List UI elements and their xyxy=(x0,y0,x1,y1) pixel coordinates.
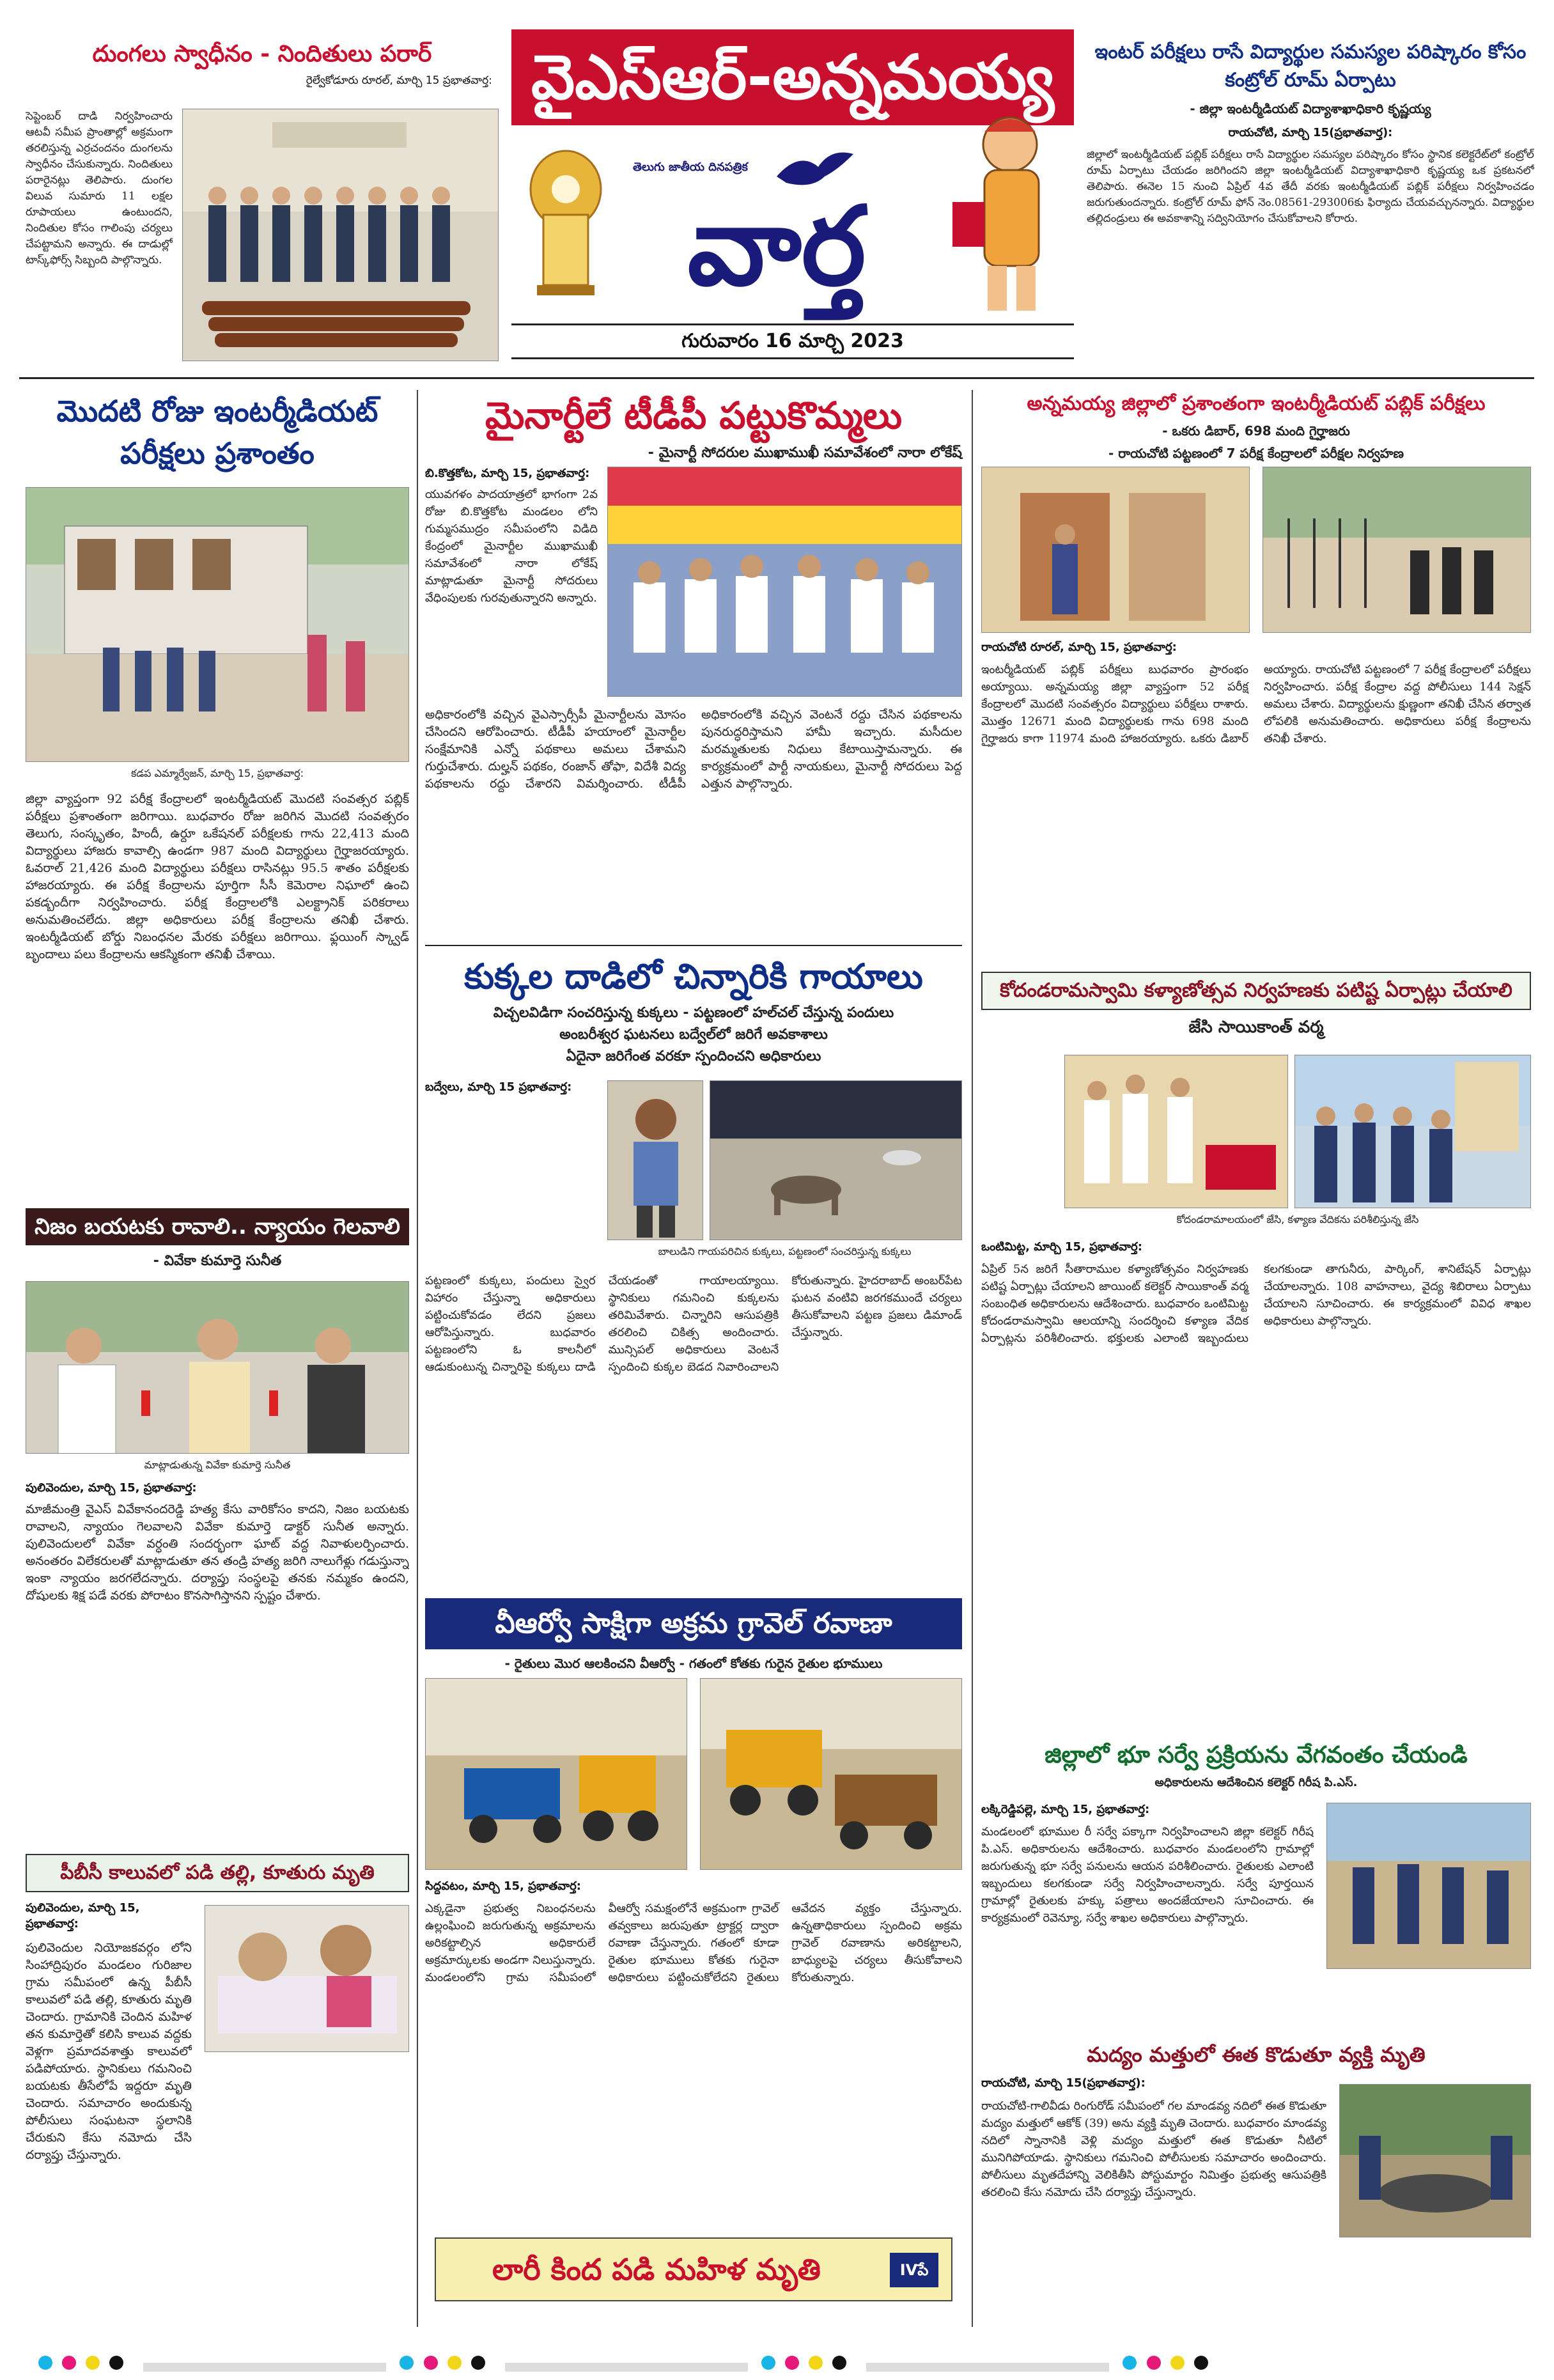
pbc-dateline: పులివెందుల, మార్చి 15, ప్రభాతవార్త: xyxy=(26,1901,140,1931)
tdp-body: అధికారంలోకి వచ్చిన వైఎస్సార్సీపీ మైనార్టీలను మోసం చేసిందని ఆరోపించారు. టీడీపీ హయాంలో మైనార్టీల సంక్షేమానికి ఎన్నో పథకాలు అమలు చేశామని గుర్తుచేశారు. దుల్హన్ పథకం, రంజాన్ తోఫా, విదేశీ విద్య పథకాలను రద్దు చేశారని విమర్శించారు. టీడీపీ అధికారంలోకి వచ్చిన వెంటనే రద్దు చేసిన పథకాలను పునరుద్ధరిస్తామని హామీ ఇచ్చారు. మసీదుల మరమ్మతులకు నిధులు కేటాయిస్తామన్నారు. ఈ కార్యక్రమంలో పార్టీ నాయకులు, మైనార్టీ సోదరులు పెద్ద ఎత్తున పాల్గొన్నారు. xyxy=(425,708,962,791)
tdp-byline: - మైనార్టీ సోదరుల ముఖాముఖీ సమావేశంలో నారా లోకేష్ xyxy=(648,445,962,461)
sunitha-headline-box xyxy=(26,1208,409,1245)
top-right-story xyxy=(1087,38,1534,371)
magenta-dot xyxy=(62,2356,76,2370)
kodanda-headline-box xyxy=(981,972,1531,1010)
center-divider-1 xyxy=(425,945,962,946)
top-left-story xyxy=(26,38,499,371)
drunk-body: రాయచోటి-గాలివీడు రింగురోడ్ సమీపంలో గల మాండవ్య నదిలో ఈత కొడుతూ మద్యం మత్తులో ఆకోక్ (39) అను వ్యక్తి మృతి చెందారు. బుధవారం మాండవ్య నదిలో స్నానానికి వెళ్లి మద్యం మత్తులో ఈత కొడుతూ నీటిలో మునిగిపోయాడు. స్థానికులు గమనించి పోలీసులకు సమాచారం అందించారు. పోలీసులు మృతదేహాన్ని వెలికితీసి పోస్టుమార్టం నిమిత్తం ప్రభుత్వ ఆసుపత్రికి తరలించి కేసు నమోదు చేసి దర్యాప్తు చేస్తున్నారు. xyxy=(981,2099,1326,2199)
lorry-badge: IVపే xyxy=(890,2253,938,2287)
dogs-caption: బాలుడిని గాయపరిచిన కుక్కలు, పట్టణంలో సంచరిస్తున్న కుక్కలు xyxy=(658,1245,912,1257)
grey-bar xyxy=(866,2363,1109,2372)
sunitha-caption: మాట్లాడుతున్న వివేకా కుమార్తె సునీత xyxy=(144,1459,291,1471)
black-dot xyxy=(832,2356,846,2370)
exams-right-headline: అన్నమయ్య జిల్లాలో ప్రశాంతంగా ఇంటర్మీడియట్ పబ్లిక్ పరీక్షలు xyxy=(1027,393,1486,415)
kodanda-byline: జేసి సాయికాంత్ వర్మ xyxy=(1188,1018,1324,1037)
top-right-byline: - జిల్లా ఇంటర్మీడియట్ విద్యాశాఖాధికారి కృష్ణయ్య xyxy=(1190,101,1431,116)
gravel-photo-1 xyxy=(425,1678,687,1870)
story-intermediate-first-day xyxy=(26,390,409,1208)
sunitha-body: మాజీమంత్రి వైఎస్ వివేకానందరెడ్డి హత్య కేసు వారికోసం కాదని, నిజం బయటకు రావాలని, న్యాయం గెలవాలని వివేకా కుమార్తె డాక్టర్ సునీత అన్నారు. పులివెందులలో వివేకా వర్ధంతి సందర్భంగా ఘాట్ వద్ద నివాళులర్పించారు. అనంతరం విలేకరులతో మాట్లాడుతూ తన తండ్రి హత్య జరిగి నాలుగేళ్లు గడుస్తున్నా ఇంకా న్యాయం జరగలేదన్నారు. దర్యాప్తు సంస్థలపై తనకు నమ్మకం ఉందని, దోషులకు శిక్ష పడే వరకు పోరాటం కొనసాగిస్తానని స్పష్టం చేశారు. xyxy=(26,1502,409,1603)
top-left-headline: దుంగలు స్వాధీనం - నిందితులు పరార్ xyxy=(92,41,432,67)
column-rule-left xyxy=(417,390,418,2327)
dogs-sub3: ఏదైనా జరిగేంత వరకూ స్పందించని అధికారులు xyxy=(566,1048,821,1064)
story1-body: జిల్లా వ్యాప్తంగా 92 పరీక్ష కేంద్రాలలో ఇంటర్మీడియట్ మొదటి సంవత్సర పబ్లిక్ పరీక్షలు ప్రశాంతంగా జరిగాయి. బుధవారం రోజు జరిగిన మొదటి సంవత్సరం తెలుగు, సంస్కృతం, హిందీ, ఉర్దూ ఒకేషనల్ పరీక్షలకు గాను 22,413 మంది విద్యార్థులు హాజరు కావాల్సి ఉండగా 987 మంది విద్యార్థులు గైర్హాజరయ్యారు. ఓవరాల్ 21,426 మంది విద్యార్థులు పరీక్షలు రాసినట్లు 95.5 శాతం పరీక్షలకు హాజరయ్యారు. ఈ పరీక్ష కేంద్రాలను పూర్తిగా సీసీ కెమెరాల నిఘాలో ఉంచి పకడ్బందీగా నిర్వహించారు. పరీక్ష కేంద్రాలలోకి ఎలక్ట్రానిక్ పరికరాలు అనుమతించలేదు. జిల్లా అధికారులు పరీక్ష కేంద్రాలను తనిఖీ చేశారు. ఇంటర్మీడియట్ బోర్డు నిబంధనల మేరకు పరీక్షలు జరిగాయి. ఫ్లయింగ్ స్క్వాడ్ బృందాలు పలు కేంద్రాలను ఆకస్మికంగా తనిఖీ చేశాయి. xyxy=(26,792,409,961)
story-kodandarama xyxy=(981,972,1531,1732)
pbc-headline-box xyxy=(26,1854,409,1892)
registration-strip xyxy=(38,2356,1521,2372)
kodanda-headline: కోదండరామస్వామి కళ్యాణోత్సవ నిర్వహణకు పటిష్ట ఏర్పాట్లు చేయాలి xyxy=(1000,979,1512,1002)
magenta-dot xyxy=(1147,2356,1161,2370)
gravel-dateline: సిద్దవటం, మార్చి 15, ప్రభాతవార్త: xyxy=(425,1879,581,1893)
dogs-photo-child xyxy=(607,1080,703,1240)
tdp-headline: మైనార్టీలే టీడీపీ పట్టుకొమ్మలు xyxy=(485,394,903,437)
survey-body: మండలంలో భూముల రీ సర్వే పక్కాగా నిర్వహించాలని జిల్లా కలెక్టర్ గిరీష పి.ఎస్. అధికారులను ఆదేశించారు. బుధవారం మండలంలోని గ్రామాల్లో జరుగుతున్న భూ సర్వే పనులను ఆయన పరిశీలించారు. రైతులకు ఎలాంటి ఇబ్బందులు కలగకుండా సర్వే నిర్వహించాలన్నారు. సర్వే పూర్తయిన గ్రామాల్లో రైతులకు హక్కు పత్రాలు అందజేయాలని సూచించారు. ఈ కార్యక్రమంలో రెవెన్యూ, సర్వే శాఖల అధికారులు పాల్గొన్నారు. xyxy=(981,1825,1314,1925)
sunitha-headline: నిజం బయటకు రావాలి.. న్యాయం గెలవాలి xyxy=(35,1214,400,1240)
magenta-dot xyxy=(424,2356,438,2370)
cyan-dot xyxy=(761,2356,775,2370)
story-gravel xyxy=(425,1598,962,2231)
survey-photo xyxy=(1326,1803,1531,1969)
date-strip xyxy=(511,323,1074,359)
sunitha-dateline: పులివెందుల, మార్చి 15, ప్రభాతవార్త: xyxy=(26,1481,197,1495)
gravel-byline: - రైతులు మొర ఆలకించని వీఆర్వో - గతంలో కోతకు గురైన రైతుల భూములు xyxy=(504,1656,883,1671)
annamayya-illustration xyxy=(940,106,1074,317)
yellow-dot xyxy=(447,2356,462,2370)
tdp-body-left: యువగళం పాదయాత్రలో భాగంగా 2వ రోజు బి.కొత్తకోట మండలం లోని గుమ్మసముద్రం సమీపంలోని విడిది కేంద్రంలో మైనార్టీల ముఖాముఖీ సమావేశంలో నారా లోకేష్ మాట్లాడుతూ మైనార్టీ సోదరులు వేధింపులకు గురవుతున్నారని అన్నారు. xyxy=(425,488,598,605)
grey-bar xyxy=(505,2363,748,2372)
dogs-headline: కుక్కల దాడిలో చిన్నారికి గాయాలు xyxy=(464,956,923,997)
dogs-photo-street xyxy=(710,1080,962,1240)
gravel-headline: వీఆర్వో సాక్షిగా అక్రమ గ్రావెల్ రవాణా xyxy=(495,1607,892,1640)
bottom-box-lorry xyxy=(435,2237,952,2301)
gravel-headline-box xyxy=(425,1598,962,1649)
exams-right-photo-2 xyxy=(1263,467,1531,633)
top-right-headline: ఇంటర్ పరీక్షలు రాసే విద్యార్థుల సమస్యల పరిష్కారం కోసం కంట్రోల్ రూమ్ ఏర్పాటు xyxy=(1094,41,1527,91)
sunitha-byline: - వివేకా కుమార్తె సునీత xyxy=(153,1253,282,1269)
exams-right-byline2: - రాయచోటి పట్టణంలో 7 పరీక్ష కేంద్రాలలో పరీక్షల నిర్వహణ xyxy=(1108,446,1404,461)
kodanda-photo-1 xyxy=(1064,1055,1288,1208)
masthead-divider xyxy=(19,377,1534,379)
tdp-photo xyxy=(607,467,962,697)
kodanda-body: ఏప్రిల్ 5న జరిగే సీతారాముల కళ్యాణోత్సవం నిర్వహణకు పటిష్ట ఏర్పాట్లు చేయాలని జాయింట్ కలెక్టర్ సాయికాంత్ వర్మ సంబంధిత అధికారులను ఆదేశించారు. బుధవారం ఒంటిమిట్ట కోదండరామస్వామి ఆలయాన్ని సందర్శించి కళ్యాణ వేదిక ఏర్పాట్లను పరిశీలించారు. భక్తులకు ఎలాంటి ఇబ్బందులు కలగకుండా తాగునీరు, పార్కింగ్, శానిటేషన్ ఏర్పాట్లు చేయాలన్నారు. 108 వాహనాలు, వైద్య శిబిరాలు ఏర్పాటు చేయాలని సూచించారు. ఈ కార్యక్రమంలో వివిధ శాఖల అధికారులు పాల్గొన్నారు. xyxy=(981,1263,1531,1345)
story-pbc-canal xyxy=(26,1854,409,2314)
masthead xyxy=(505,23,1080,368)
dogs-sub2: అంబరీశ్వర ఘటనలు బద్వేల్‌లో జరిగే అవకాశాలు xyxy=(559,1027,828,1043)
story-sunitha xyxy=(26,1208,409,1847)
masthead-title: వైఎస్ఆర్-అన్నమయ్య xyxy=(511,29,1074,125)
dogs-sub1: విచ్చలవిడిగా సంచరిస్తున్న కుక్కలు - పట్టణంలో హల్‌చల్ చేస్తున్న పందులు xyxy=(493,1005,894,1021)
exams-right-dateline: రాయచోటి రూరల్, మార్చి 15, ప్రభాతవార్త: xyxy=(981,641,1177,654)
yellow-dot xyxy=(809,2356,823,2370)
pbc-headline: పీబీసీ కాలువలో పడి తల్లి, కూతురు మృతి xyxy=(60,1862,375,1884)
top-right-body: జిల్లాలో ఇంటర్మీడియట్ పబ్లిక్ పరీక్షలు రాసే విద్యార్థుల సమస్యల పరిష్కారం కోసం స్థానిక కలెక్టరేట్‌లో కంట్రోల్ రూమ్ ఏర్పాటు చేయడం జరిగిందని జిల్లా ఇంటర్మీడియట్ విద్యాశాఖాధికారి కృష్ణయ్య ఒక ప్రకటనలో తెలిపారు. ఈనెల 15 నుంచి ఏప్రిల్ 4వ తేదీ వరకు ఇంటర్మీడియట్ పబ్లిక్ పరీక్షలు నిర్వహించడం జరుగుతుందన్నారు. కంట్రోల్ రూమ్ ఫోన్ నెం.08561-293006కు ఫిర్యాదు చేయవచ్చునన్నారు. విద్యార్థుల తల్లిదండ్రులు ఈ అవకాశాన్ని సద్వినియోగం చేసుకోవాలని కోరారు. xyxy=(1087,148,1534,225)
cyan-dot xyxy=(400,2356,414,2370)
grey-bar xyxy=(143,2363,386,2372)
black-dot xyxy=(109,2356,123,2370)
cyan-dot xyxy=(38,2356,52,2370)
lorry-headline: లారీ కింద పడి మహిళ మృతి xyxy=(492,2252,821,2287)
yellow-dot xyxy=(1170,2356,1185,2370)
drunk-dateline: రాయచోటి, మార్చి 15(ప్రభాతవార్త): xyxy=(981,2076,1146,2090)
gravel-body: ఎక్కడైనా ప్రభుత్వ నిబంధనలను ఉల్లంఘించి జరుగుతున్న అక్రమాలను అరికట్టాల్సిన అధికారులే అక్రమార్కులకు అండగా నిలుస్తున్నారు. మండలంలోని గ్రామ సమీపంలో వీఆర్వో సమక్షంలోనే అక్రమంగా గ్రావెల్ తవ్వకాలు జరుపుతూ ట్రాక్టర్ల ద్వారా రవాణా చేస్తున్నారు. గతంలో కూడా రైతుల భూములు కోతకు గురైనా అధికారులు పట్టించుకోలేదని రైతులు ఆవేదన వ్యక్తం చేస్తున్నారు. ఉన్నతాధికారులు స్పందించి అక్రమ గ్రావెల్ రవాణాను అరికట్టాలని, బాధ్యులపై చర్యలు తీసుకోవాలని కోరుతున్నారు. xyxy=(425,1902,962,1984)
survey-headline: జిల్లాలో భూ సర్వే ప్రక్రియను వేగవంతం చేయండి xyxy=(1045,1742,1468,1768)
story-drunk-swim xyxy=(981,2039,1531,2308)
kodanda-caption: కోదండరామాలయంలో జేసి, కళ్యాణ వేదికను పరిశీలిస్తున్న జేసి xyxy=(1176,1213,1419,1225)
story-land-survey xyxy=(981,1739,1531,2033)
story-tdp-minorities xyxy=(425,390,962,940)
pbc-body: పులివెందుల నియోజకవర్గం లోని సింహాద్రిపురం మండలం గురిజాల గ్రామ సమీపంలో ఉన్న పీబీసీ కాలువలో పడి తల్లి, కూతురు మృతి చెందారు. గ్రామానికి చెందిన మహిళ తన కుమార్తెతో కలిసి కాలువ వద్దకు వెళ్లగా ప్రమాదవశాత్తు కాలువలో పడిపోయారు. స్థానికులు గమనించి బయటకు తీసేలోపే ఇద్దరూ మృతి చెందారు. సమాచారం అందుకున్న పోలీసులు సంఘటనా స్థలానికి చేరుకుని కేసు నమోదు చేసి దర్యాప్తు చేస్తున్నారు. xyxy=(26,1941,192,2162)
dogs-dateline: బద్వేలు, మార్చి 15 ప్రభాతవార్త: xyxy=(425,1080,572,1094)
survey-dateline: లక్కిరెడ్డిపల్లె, మార్చి 15, ప్రభాతవార్త: xyxy=(981,1803,1150,1816)
gravel-photo-2 xyxy=(700,1678,962,1870)
tirupati-emblem xyxy=(518,144,614,298)
issue-date: గురువారం 16 మార్చి 2023 xyxy=(681,330,904,352)
paper-tagline: తెలుగు జాతీయ దినపత్రిక xyxy=(633,160,748,174)
dogs-body: పట్టణంలో కుక్కలు, పందులు స్వైర విహారం చేస్తున్నా అధికారులు పట్టించుకోవడం లేదని ప్రజలు ఆరోపిస్తున్నారు. బుధవారం పట్టణంలోని ఓ కాలనీలో ఆడుకుంటున్న చిన్నారిపై కుక్కలు దాడి చేయడంతో గాయాలయ్యాయి. స్థానికులు గమనించి కుక్కలను తరిమివేశారు. చిన్నారిని ఆసుపత్రికి తరలించి చికిత్స అందించారు. మున్సిపల్ అధికారులు వెంటనే స్పందించి కుక్కల బెడద నివారించాలని కోరుతున్నారు. హైదరాబాద్ అంబర్‌పేట ఘటన వంటివి జరగకముందే చర్యలు తీసుకోవాలని పట్టణ ప్రజలు డిమాండ్ చేస్తున్నారు. xyxy=(425,1274,962,1374)
paper-name: వార్త xyxy=(687,183,866,310)
yellow-dot xyxy=(86,2356,100,2370)
tdp-dateline: బి.కొత్తకోట, మార్చి 15, ప్రభాతవార్త: xyxy=(425,467,590,480)
top-left-photo xyxy=(182,109,499,361)
top-right-dateline: రాయచోటి, మార్చి 15(ప్రభాతవార్త): xyxy=(1228,126,1393,139)
black-dot xyxy=(1194,2356,1208,2370)
magenta-dot xyxy=(785,2356,799,2370)
kodanda-dateline: ఒంటిమిట్ట, మార్చి 15, ప్రభాతవార్త: xyxy=(981,1240,1142,1254)
drunk-photo xyxy=(1339,2084,1531,2237)
story-exams-annamayya xyxy=(981,390,1531,965)
story1-headline: మొదటి రోజు ఇంటర్మీడియట్ పరీక్షలు ప్రశాంతం xyxy=(56,394,378,471)
column-rule-right xyxy=(972,390,973,2327)
exams-right-byline1: - ఒకరు డిబార్, 698 మంది గైర్హాజరు xyxy=(1162,423,1350,439)
top-left-body: సెప్టెంబర్ దాడి నిర్వహించారు ఆటవీ సమీప ప్రాంతాల్లో అక్రమంగా తరలిస్తున్న ఎర్రచందనం దుంగలను స్వాధీనం చేసుకున్నారు. నిందితులు పరారైనట్లు తెలిపారు. దుంగల విలువ సుమారు 11 లక్షల రూపాయలు ఉంటుందని, నిందితుల కోసం గాలింపు చర్యలు చేపట్టామని అన్నారు. ఈ దాడుల్లో టాస్క్‌ఫోర్స్ సిబ్బంది పాల్గొన్నారు. xyxy=(26,110,173,267)
exams-right-body: ఇంటర్మీడియట్ పబ్లిక్ పరీక్షలు బుధవారం ప్రారంభం అయ్యాయి. అన్నమయ్య జిల్లా వ్యాప్తంగా 52 పరీక్ష కేంద్రాలలో మొదటి సంవత్సరం విద్యార్థులు పరీక్షలు రాశారు. మొత్తం 12671 మంది విద్యార్థులకు గాను 698 మంది గైర్హాజరు కాగా 11974 మంది హాజరయ్యారు. ఒకరు డిబార్ అయ్యారు. రాయచోటి పట్టణంలో 7 పరీక్ష కేంద్రాలలో పరీక్షలు నిర్వహించారు. పరీక్ష కేంద్రాల వద్ద పోలీసులు 144 సెక్షన్ అమలు చేశారు. విద్యార్థులను క్షుణ్ణంగా తనిఖీ చేసిన తర్వాత లోపలికి అనుమతించారు. అధికారులు పరీక్ష కేంద్రాలను తనిఖీ చేశారు. xyxy=(981,663,1531,745)
drunk-headline: మద్యం మత్తులో ఈత కొడుతూ వ్యక్తి మృతి xyxy=(1087,2042,1426,2067)
story-dog-attack xyxy=(425,953,962,1592)
kodanda-photo-2 xyxy=(1294,1055,1531,1208)
pbc-photo xyxy=(205,1905,409,2052)
survey-byline: అధికారులను ఆదేశించిన కలెక్టర్ గిరీష పి.ఎస్. xyxy=(1154,1776,1358,1789)
sunitha-photo xyxy=(26,1281,409,1454)
exams-right-photo-1 xyxy=(981,467,1250,633)
story1-caption: కడప ఎమ్మార్వేజన్, మార్చి 15, ప్రభాతవార్త: xyxy=(130,767,304,779)
black-dot xyxy=(471,2356,485,2370)
story1-photo xyxy=(26,487,409,762)
cyan-dot xyxy=(1123,2356,1137,2370)
top-left-dateline: రైల్వేకోడూరు రూరల్, మార్చి 15 ప్రభాతవార్త: xyxy=(306,74,492,87)
